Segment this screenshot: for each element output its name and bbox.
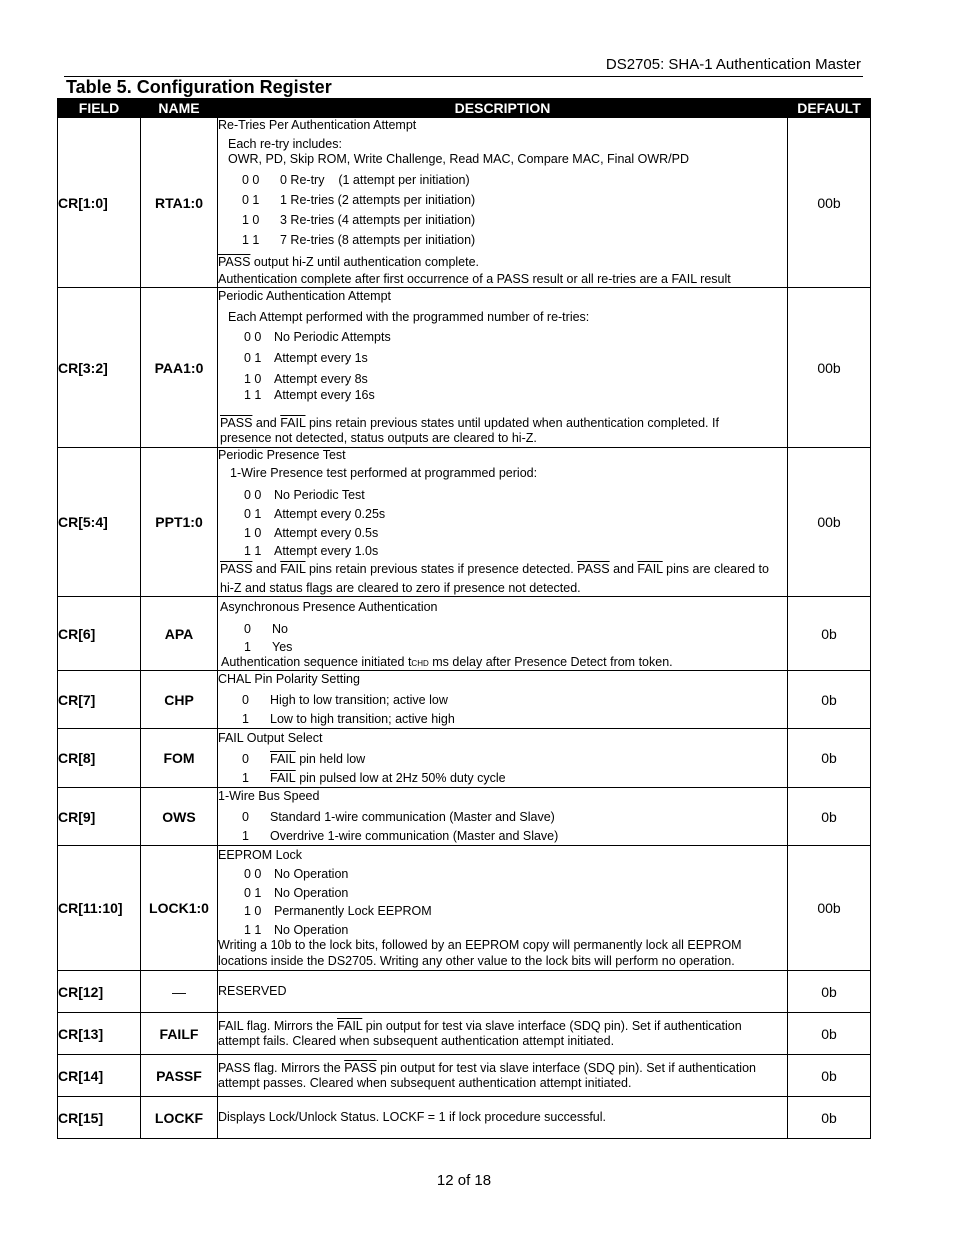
option-text: Standard 1-wire communication (Master and Slave) bbox=[270, 810, 555, 824]
default-cell: 0b bbox=[788, 729, 871, 788]
option-row bbox=[218, 372, 787, 387]
description-title: EEPROM Lock bbox=[218, 847, 303, 862]
default-cell: 00b bbox=[788, 448, 871, 597]
option-row bbox=[218, 488, 787, 503]
option-text: Attempt every 0.5s bbox=[274, 526, 379, 540]
name-cell: FOM bbox=[141, 729, 218, 788]
table-row bbox=[58, 118, 871, 288]
field-cell: CR[8] bbox=[58, 729, 141, 788]
default-cell: 0b bbox=[788, 1013, 871, 1055]
table-row bbox=[58, 597, 871, 671]
note-text: pins are cleared to bbox=[662, 562, 769, 576]
description-text: Each re-try includes: bbox=[228, 137, 342, 151]
note-text: and bbox=[252, 416, 281, 430]
option-code: 0 bbox=[242, 810, 249, 824]
option-code: 0 bbox=[242, 693, 249, 707]
default-cell: 0b bbox=[788, 1097, 871, 1139]
description-cell bbox=[218, 1055, 788, 1097]
option-text: Attempt every 0.25s bbox=[274, 507, 386, 521]
field-cell: CR[12] bbox=[58, 971, 141, 1013]
description-text: OWR, PD, Skip ROM, Write Challenge, Read MAC, Compare MAC, Final OWR/PD bbox=[228, 152, 689, 166]
field-cell: CR[5:4] bbox=[58, 448, 141, 597]
option-row bbox=[218, 886, 787, 901]
option-row bbox=[218, 923, 787, 938]
field-cell: CR[1:0] bbox=[58, 118, 141, 288]
option-row bbox=[218, 388, 787, 403]
option-row bbox=[218, 526, 787, 541]
option-code: 1 1 bbox=[244, 544, 262, 558]
option-code: 0 1 bbox=[242, 193, 260, 207]
option-code: 0 0 bbox=[244, 866, 262, 881]
description-text bbox=[218, 1061, 787, 1076]
description-cell bbox=[218, 729, 788, 788]
description-note bbox=[218, 416, 787, 431]
description-text: attempt passes. Cleared when subsequent authentication attempt initiated. bbox=[218, 1075, 632, 1090]
option-text: No Operation bbox=[274, 885, 349, 900]
option-code: 0 bbox=[244, 622, 251, 636]
name-cell: FAILF bbox=[141, 1013, 218, 1055]
option-row bbox=[218, 771, 787, 786]
pass-signal: PASS bbox=[344, 1060, 377, 1075]
default-cell: 00b bbox=[788, 846, 871, 971]
description-note bbox=[218, 562, 787, 577]
description-cell bbox=[218, 788, 788, 846]
option-text: High to low transition; active low bbox=[270, 693, 448, 707]
default-cell: 0b bbox=[788, 971, 871, 1013]
option-text: 3 Re-tries (4 attempts per initiation) bbox=[280, 213, 476, 227]
pass-signal: PASS bbox=[220, 416, 253, 430]
fail-signal: FAIL bbox=[270, 751, 296, 766]
field-cell: CR[7] bbox=[58, 671, 141, 729]
option-row bbox=[218, 233, 787, 248]
option-text: pin pulsed low at 2Hz 50% duty cycle bbox=[295, 770, 506, 785]
description-cell bbox=[218, 671, 788, 729]
table-row bbox=[58, 729, 871, 788]
option-text: No Operation bbox=[274, 922, 349, 937]
option-code: 1 bbox=[242, 712, 249, 726]
column-header-name: NAME bbox=[141, 99, 218, 118]
option-text: Permanently Lock EEPROM bbox=[274, 903, 432, 918]
field-cell: CR[6] bbox=[58, 597, 141, 671]
option-row bbox=[218, 904, 787, 919]
table-row bbox=[58, 1097, 871, 1139]
description-text: Displays Lock/Unlock Status. LOCKF = 1 if lock procedure successful. bbox=[218, 1110, 607, 1124]
fail-signal: FAIL bbox=[337, 1018, 363, 1033]
name-cell: OWS bbox=[141, 788, 218, 846]
option-code: 1 bbox=[244, 640, 251, 654]
name-cell: PPT1:0 bbox=[141, 448, 218, 597]
description-note: locations inside the DS2705. Writing any other value to the lock bits will perform no operation. bbox=[218, 953, 735, 968]
description-cell bbox=[218, 118, 788, 288]
description-cell bbox=[218, 288, 788, 448]
table-row bbox=[58, 671, 871, 729]
table-row bbox=[58, 846, 871, 971]
option-text: Overdrive 1-wire communication (Master and Slave) bbox=[270, 829, 559, 843]
page-number: 12 of 18 bbox=[436, 1172, 492, 1189]
option-row bbox=[218, 544, 787, 559]
column-header-default: DEFAULT bbox=[788, 99, 871, 118]
field-cell: CR[11:10] bbox=[58, 846, 141, 971]
option-row bbox=[218, 330, 787, 345]
option-code: 1 0 bbox=[244, 903, 262, 918]
description-note bbox=[218, 255, 787, 270]
default-cell: 0b bbox=[788, 788, 871, 846]
note-text: and bbox=[252, 562, 281, 576]
option-row bbox=[218, 622, 787, 637]
pass-signal: PASS bbox=[218, 255, 251, 269]
option-text: 0 Re-try (1 attempt per initiation) bbox=[280, 173, 470, 187]
note-text: Authentication sequence initiated t bbox=[221, 655, 412, 669]
option-code: 1 0 bbox=[244, 526, 262, 540]
field-cell: CR[9] bbox=[58, 788, 141, 846]
field-cell: CR[15] bbox=[58, 1097, 141, 1139]
table-title: Table 5. Configuration Register bbox=[66, 77, 332, 97]
timing-subscript: CHD bbox=[411, 659, 429, 668]
default-cell: 0b bbox=[788, 671, 871, 729]
option-code: 1 bbox=[242, 770, 249, 785]
option-text: No Operation bbox=[274, 866, 349, 881]
default-cell: 0b bbox=[788, 1055, 871, 1097]
option-code: 1 0 bbox=[244, 372, 262, 386]
option-text: No Periodic Test bbox=[274, 488, 365, 502]
description-cell bbox=[218, 1013, 788, 1055]
description-note: Writing a 10b to the lock bits, followed by an EEPROM copy will permanently lock all EEPROM bbox=[218, 937, 742, 952]
option-row bbox=[218, 867, 787, 882]
name-cell: — bbox=[141, 971, 218, 1013]
pass-signal: PASS bbox=[220, 562, 253, 576]
column-header-description: DESCRIPTION bbox=[218, 99, 788, 118]
option-row bbox=[218, 213, 787, 228]
option-row bbox=[218, 193, 787, 208]
description-title: Asynchronous Presence Authentication bbox=[220, 600, 438, 614]
field-cell: CR[13] bbox=[58, 1013, 141, 1055]
table-row bbox=[58, 971, 871, 1013]
column-header-field: FIELD bbox=[58, 99, 141, 118]
default-cell: 00b bbox=[788, 288, 871, 448]
fail-signal: FAIL bbox=[280, 562, 306, 576]
pass-signal: PASS bbox=[577, 562, 610, 576]
option-code: 0 bbox=[242, 751, 249, 766]
table-row bbox=[58, 788, 871, 846]
field-cell: CR[14] bbox=[58, 1055, 141, 1097]
name-cell: CHP bbox=[141, 671, 218, 729]
description-text-part: PASS flag. Mirrors the bbox=[218, 1060, 345, 1075]
option-code: 1 bbox=[242, 829, 249, 843]
option-row bbox=[218, 693, 787, 708]
option-text: Attempt every 16s bbox=[274, 388, 375, 402]
name-cell: APA bbox=[141, 597, 218, 671]
table-header-row bbox=[58, 99, 871, 118]
option-row bbox=[218, 712, 787, 727]
option-code: 0 0 bbox=[244, 330, 262, 344]
option-text: pin held low bbox=[295, 751, 366, 766]
option-row bbox=[218, 829, 787, 844]
note-text: ms delay after Presence Detect from token. bbox=[428, 655, 673, 669]
description-cell bbox=[218, 1097, 788, 1139]
option-code: 1 1 bbox=[242, 233, 260, 247]
option-text: 1 Re-tries (2 attempts per initiation) bbox=[280, 193, 476, 207]
note-text: pins retain previous states until updated when authentication completed. If bbox=[305, 416, 719, 430]
option-text: Attempt every 1.0s bbox=[274, 544, 379, 558]
description-note bbox=[218, 655, 787, 670]
fail-signal: FAIL bbox=[637, 562, 663, 576]
name-cell: LOCK1:0 bbox=[141, 846, 218, 971]
default-cell: 0b bbox=[788, 597, 871, 671]
name-cell: RTA1:0 bbox=[141, 118, 218, 288]
option-text: Attempt every 8s bbox=[274, 372, 368, 386]
option-code: 1 1 bbox=[244, 388, 262, 402]
option-code: 0 1 bbox=[244, 351, 262, 365]
option-text: Yes bbox=[272, 640, 293, 654]
fail-signal: FAIL bbox=[280, 416, 306, 430]
description-cell bbox=[218, 597, 788, 671]
document-title: DS2705: SHA-1 Authentication Master bbox=[605, 56, 861, 73]
option-text: No bbox=[272, 622, 288, 636]
description-text bbox=[218, 1019, 787, 1034]
description-note: hi-Z and status flags are cleared to zero if presence not detected. bbox=[220, 581, 581, 595]
description-note: Authentication complete after first occurrence of a PASS result or all re-tries are a FAIL result bbox=[218, 272, 731, 286]
note-text: output hi-Z until authentication complete. bbox=[250, 255, 480, 269]
option-code: 1 0 bbox=[242, 213, 260, 227]
description-title: FAIL Output Select bbox=[218, 730, 323, 745]
name-cell: PASSF bbox=[141, 1055, 218, 1097]
option-code: 0 1 bbox=[244, 507, 262, 521]
option-row bbox=[218, 640, 787, 655]
description-text: attempt fails. Cleared when subsequent authentication attempt initiated. bbox=[218, 1033, 615, 1048]
option-row bbox=[218, 173, 787, 188]
option-text: Low to high transition; active high bbox=[270, 712, 455, 726]
option-code: 0 0 bbox=[242, 173, 260, 187]
table-row bbox=[58, 1055, 871, 1097]
option-row bbox=[218, 810, 787, 825]
table-row bbox=[58, 288, 871, 448]
option-code: 1 1 bbox=[244, 922, 262, 937]
description-title: Periodic Authentication Attempt bbox=[218, 289, 392, 303]
description-title: Periodic Presence Test bbox=[218, 448, 346, 462]
description-cell bbox=[218, 971, 788, 1013]
note-text: pins retain previous states if presence detected. bbox=[305, 562, 578, 576]
description-text-part: pin output for test via slave interface (SDQ pin). Set if authentication bbox=[376, 1060, 756, 1075]
description-text-part: pin output for test via slave interface (SDQ pin). Set if authentication bbox=[362, 1018, 742, 1033]
option-text: No Periodic Attempts bbox=[274, 330, 391, 344]
note-text: and bbox=[609, 562, 638, 576]
option-row bbox=[218, 351, 787, 366]
description-text: 1-Wire Presence test performed at programmed period: bbox=[230, 466, 538, 480]
fail-signal: FAIL bbox=[270, 770, 296, 785]
description-text-part: FAIL flag. Mirrors the bbox=[218, 1018, 338, 1033]
table-row bbox=[58, 1013, 871, 1055]
description-title: CHAL Pin Polarity Setting bbox=[218, 672, 360, 686]
configuration-register-table bbox=[57, 98, 871, 1139]
table-row bbox=[58, 448, 871, 597]
option-text: 7 Re-tries (8 attempts per initiation) bbox=[280, 233, 476, 247]
description-text: Each Attempt performed with the programmed number of re-tries: bbox=[228, 310, 590, 324]
description-cell bbox=[218, 448, 788, 597]
description-title: Re-Tries Per Authentication Attempt bbox=[218, 118, 417, 132]
option-row bbox=[218, 752, 787, 767]
option-row bbox=[218, 507, 787, 522]
default-cell: 00b bbox=[788, 118, 871, 288]
description-note: presence not detected, status outputs are cleared to hi-Z. bbox=[220, 431, 537, 445]
description-text: RESERVED bbox=[218, 984, 287, 998]
option-text: Attempt every 1s bbox=[274, 351, 368, 365]
description-title: 1-Wire Bus Speed bbox=[218, 789, 320, 803]
field-cell: CR[3:2] bbox=[58, 288, 141, 448]
name-cell: LOCKF bbox=[141, 1097, 218, 1139]
option-code: 0 0 bbox=[244, 488, 262, 502]
name-cell: PAA1:0 bbox=[141, 288, 218, 448]
description-cell bbox=[218, 846, 788, 971]
option-code: 0 1 bbox=[244, 885, 262, 900]
